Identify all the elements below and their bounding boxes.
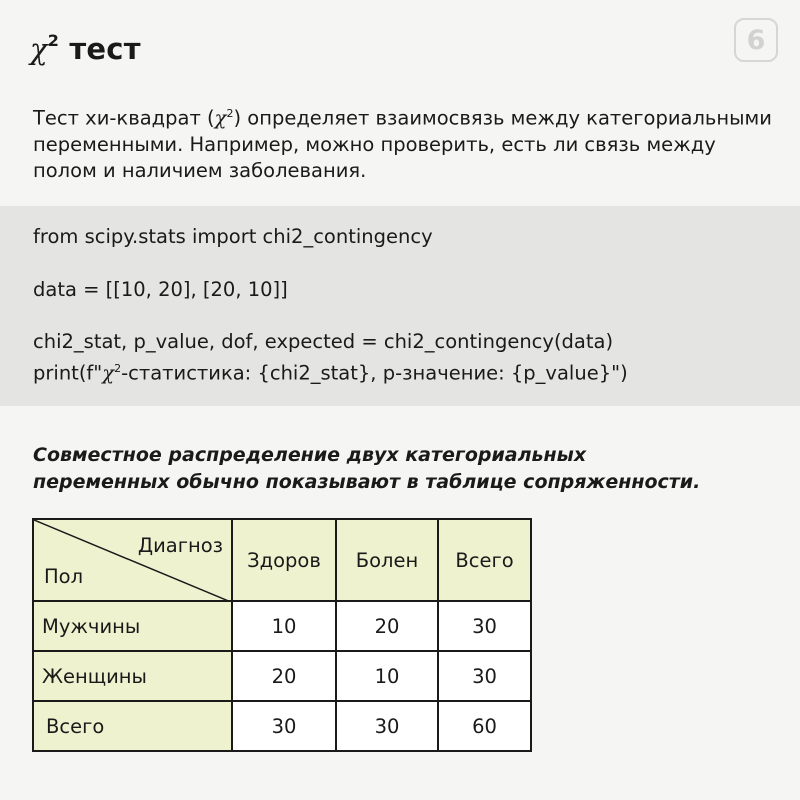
table-header-row bbox=[33, 519, 531, 601]
table-cell: 30 bbox=[232, 701, 336, 751]
intro-superscript: 2 bbox=[226, 107, 234, 120]
page-number-badge: 6 bbox=[734, 18, 778, 62]
code-line-data: data = [[10, 20], [20, 10]] bbox=[33, 278, 288, 301]
table-cell: 30 bbox=[438, 651, 531, 701]
code-line-import: from scipy.stats import chi2_contingency bbox=[33, 225, 433, 248]
code-line-call: chi2_stat, p_value, dof, expected = chi2_contingency(data) bbox=[33, 330, 614, 353]
contingency-table bbox=[32, 518, 532, 752]
intro-paragraph bbox=[33, 101, 773, 184]
intro-text-start: Тест хи-квадрат ( bbox=[33, 106, 215, 130]
table-cell: 30 bbox=[438, 601, 531, 651]
table-row bbox=[33, 701, 531, 751]
table-row bbox=[33, 651, 531, 701]
table-cell: 10 bbox=[232, 601, 336, 651]
table-corner-cell bbox=[33, 519, 232, 601]
note-paragraph bbox=[33, 442, 753, 496]
chi-symbol: χ bbox=[30, 32, 48, 66]
title-word: тест bbox=[69, 32, 141, 66]
intro-chi-symbol: χ bbox=[214, 106, 227, 130]
table-cell: 30 bbox=[336, 701, 438, 751]
table-cell: 60 bbox=[438, 701, 531, 751]
title-superscript: 2 bbox=[47, 31, 60, 51]
column-header: Болен bbox=[336, 519, 438, 601]
code-line-print bbox=[33, 357, 628, 386]
code-print-end: -статистика: {chi2_stat}, p-значение: {p_value}") bbox=[121, 361, 628, 385]
column-header: Всего bbox=[438, 519, 531, 601]
code-superscript: 2 bbox=[114, 362, 122, 375]
code-chi-symbol: χ bbox=[102, 361, 115, 385]
corner-column-label: Диагноз bbox=[137, 534, 223, 557]
code-print-start: print(f" bbox=[33, 361, 103, 385]
note-line-1: Совместное распределение двух категориальных bbox=[33, 444, 587, 466]
intro-text-end: ) определяет взаимосвязь между категориальными переменными. Например, можно проверить, есть ли связь между полом и наличием заболевания. bbox=[33, 106, 772, 182]
table-cell: 20 bbox=[336, 601, 438, 651]
row-header: Мужчины bbox=[33, 601, 232, 651]
corner-diagonal-line bbox=[34, 520, 231, 602]
table-cell: 20 bbox=[232, 651, 336, 701]
code-block bbox=[0, 206, 800, 406]
table-row bbox=[33, 601, 531, 651]
note-line-2: переменных обычно показывают в таблице сопряженности. bbox=[33, 471, 701, 493]
row-header: Женщины bbox=[33, 651, 232, 701]
row-header: Всего bbox=[33, 701, 232, 751]
page-title bbox=[30, 32, 141, 66]
column-header: Здоров bbox=[232, 519, 336, 601]
corner-row-label: Пол bbox=[44, 565, 84, 588]
table-cell: 10 bbox=[336, 651, 438, 701]
